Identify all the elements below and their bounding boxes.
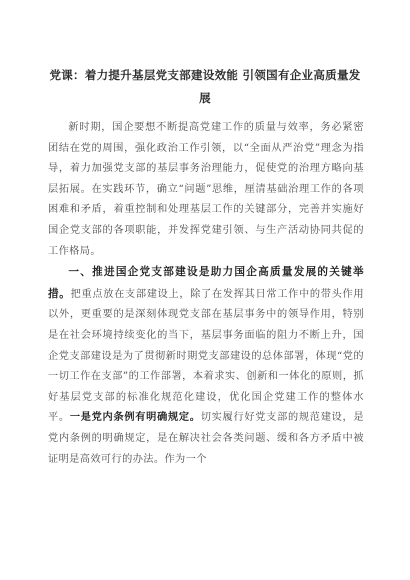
- section-1-subheading: 一是党内条例有明确规定。: [69, 412, 201, 424]
- document-body: [48, 118, 364, 470]
- intro-paragraph: 新时期，国企要想不断提高党建工作的质量与效率，务必紧密团结在党的周围，强化政治工作引领，以“全面从严治党”理念为指导，着力加强党支部的基层事务治理能力，促使党的治理方略向基层拓展。在实践环节，确立“问题”思维，厘清基础治理工作的各项困难和矛盾，着重控制和处理基层工作的关键部分，完善并实施好国企党支部的各项职能，并发挥党建引领、与生产活动协同共促的工作格局。: [48, 122, 364, 257]
- section-1-text-a: 把重点放在支部建设上，除了在发挥其日常工作中的带头作用以外，更重要的是深刻体现党支部在基层事务中的领导作用，特别是在社会环境持续变化的当下，基层事务面临的阻力不断上升，国企党支部建设是为了贯彻新时期党支部建设的总体部署，体现“党的一切工作在支部”的工作部署，本着求实、创新和一体化的原则，抓好基层党支部的标准化规范化建设，优化国企党建工作的整体水平。: [48, 288, 364, 424]
- section-1-text-b: 切实履行好党支部的规范建设，是党内条例的明确规定，是在解决社会各类问题、缓和各方矛盾中被证明是高效可行的办法。作为一个: [48, 412, 364, 465]
- section-1-heading: 一、推进国企党支部建设是助力国企高质量发展的关键举措。: [48, 266, 364, 300]
- section-1-paragraph: [48, 262, 364, 470]
- document-title: 党课：着力提升基层党支部建设效能 引领国有企业高质量发展: [49, 68, 361, 105]
